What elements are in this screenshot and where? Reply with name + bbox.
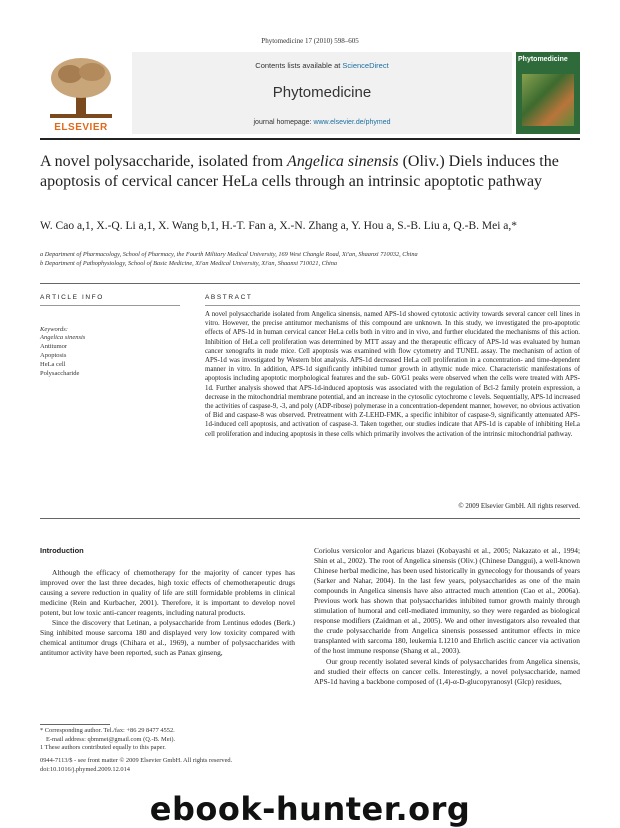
homepage-link[interactable]: www.elsevier.de/phymed <box>313 119 391 126</box>
doi-line: doi:10.1016/j.phymed.2009.12.014 <box>40 765 130 773</box>
cover-artwork <box>522 74 574 126</box>
paragraph: Our group recently isolated several kinds of polysaccharides from Angelica sinensis, and studied their effects on cancer cells. Interestingly, a novel polysaccharide, named APS-1d having a backbone composed of (1,4)-α-D-glucopyranosyl (Glcp) residues, <box>314 656 580 686</box>
article-title: A novel polysaccharide, isolated from Angelica sinensis (Oliv.) Diels induces the apoptosis of cervical cancer HeLa cells through an intrinsic apoptotic pathway <box>40 153 559 190</box>
journal-cover-image <box>516 52 580 134</box>
watermark: ebook-hunter.org <box>149 790 471 828</box>
divider <box>40 305 180 306</box>
paragraph: Since the discovery that Letinan, a polysaccharide from Lentinus edodes (Berk.) Sing inhibited mouse sarcoma 180 and displayed very low toxicity compared with chemical antitumor drugs (Chihara et al., 1969), a number of polysaccharides with antitumor activity have been reported, such as Panax ginseng, <box>40 618 295 658</box>
keyword: Polysaccharide <box>40 370 80 377</box>
cover-title: Phytomedicine <box>518 56 568 63</box>
divider <box>40 518 580 519</box>
affiliation-a: a Department of Pharmacology, School of Pharmacy, the Fourth Military Medical University, 169 West Changle Road, Xi'an, Shaanxi 710032, China <box>40 251 418 258</box>
footnote-corresponding: * Corresponding author. Tel./fax: +86 29 8477 4552. <box>40 727 175 734</box>
affiliation-b: b Department of Pathophysiology, School of Basic Medicine, Xi'an Medical University, Xi'an, Shaanxi 710021, China <box>40 260 338 267</box>
keyword: HeLa cell <box>40 361 66 368</box>
issn-line: 0944-7113/$ - see front matter © 2009 Elsevier GmbH. All rights reserved. <box>40 757 233 764</box>
author-list: W. Cao a,1, X.-Q. Li a,1, X. Wang b,1, H.-T. Fan a, X.-N. Zhang a, Y. Hou a, S.-B. Liu a, Q.-B. Mei a,* <box>40 220 517 232</box>
homepage-line <box>132 119 512 126</box>
keywords-block <box>40 326 180 378</box>
journal-reference: Phytomedicine 17 (2010) 598–605 <box>261 37 359 45</box>
intro-left-column <box>40 568 295 658</box>
intro-right-column <box>314 546 580 687</box>
keyword: Antitumor <box>40 343 68 350</box>
abstract-text: A novel polysaccharide isolated from Angelica sinensis, named APS-1d showed cytotoxic activity towards several cancer cell lines in vitro. However, the precise antitumor mechanisms of this compound are unknown. In this study, we investigated the pro-apoptotic effects of APS-1d in human cervical cancer HeLa cells both in vitro and in vivo, and further elucidated the mechanisms of this action. Inhibition of HeLa cell proliferation was determined by MTT assay and the therapeutic efficacy of APS-1d was evaluated by human cancer xenografts in nude mice. Cell apoptosis was examined with flow cytometry and TUNEL assay. The mechanism of action of APS-1d was investigated by Western blot analysis. APS-1d decreased HeLa cell proliferation in a concentration- and time-dependent manner in vitro. In addition, APS-1d significantly inhibited tumor growth in athymic nude mice. Characteristic manifestations of apoptosis including apoptotic morphological features and the sub- G0/G1 peaks were observed when the cells were treated with APS-1d. Further analysis showed that APS-1d-induced apoptosis was associated with the regulation of Bcl-2 family protein expression, a decrease in the mitochondrial membrane potential, and an increase in the cytosolic cytochrome c levels. Sequentially, APS-1d increased the activities of caspase-9, -3, and poly (ADP-ribose) polymerase in a concentration-dependent manner, however, no obvious activation of Bid and caspase-8 was observed. Pretreatment with Z-LEHD-FMK, a specific inhibitor of caspase-9, significantly attenuated APS-1d-induced cell apoptosis, and activation of caspase-3. Taken together, our studies indicate that APS-1d is capable of inhibiting HeLa cell proliferation and inducing apoptosis in these cells which primarily involves the activation of the intrinsic mitochondrial pathway. <box>205 311 580 438</box>
contents-prefix: Contents lists available at <box>255 61 343 70</box>
keyword: Angelica sinensis <box>40 334 86 341</box>
elsevier-tree-icon <box>40 56 122 120</box>
divider <box>205 305 580 306</box>
journal-banner <box>132 52 512 134</box>
abstract-heading: ABSTRACT <box>205 294 253 301</box>
introduction-heading: Introduction <box>40 546 84 555</box>
footnote-rule <box>40 724 110 725</box>
keywords-label: Keywords: <box>40 326 68 333</box>
footnote-equal-contribution: 1 These authors contributed equally to this paper. <box>40 744 166 752</box>
elsevier-logo <box>40 56 122 134</box>
keyword: Apoptosis <box>40 352 67 359</box>
elsevier-wordmark: ELSEVIER <box>54 122 108 133</box>
divider <box>40 283 580 284</box>
paragraph: Coriolus versicolor and Agaricus blazei (Kobayashi et al., 2005; Nakazato et al., 1994; Shin et al., 2002). The root of Angelica sinensis (Oliv.) (Chinese Danggui), a well-known Chinese herbal medicine, has been used historically in gynecology for thousands of years (Sarker and Nahar, 2004). In the last few years, polysaccharides as one of the main compounds in Angelica sinensis have also attracted much attention (Cao et al., 2006a). Previous work has shown that polysaccharides inhibited tumor growth mainly through stimulation of humoral and cell-mediated immunity, so they were regarded as biological response modifiers (Zaidman et al., 2005). We and other investigators also revealed that the crude polysaccharide from Angelica sinensis possessed antitumor effects in mice transplanted with sarcoma 180, leukemia L1210 and Ehrlich ascitic cancer via activation of the host immune response (Shang et al., 2003). <box>314 546 580 656</box>
paragraph: Although the efficacy of chemotherapy for the majority of cancer types has improved over the last three decades, high toxic effects of chemotherapeutic drugs causing a severe reduction in quality of life are still formidable problems in clinical medicine (Rein and Kurbacher, 2001). Therefore, it is important to develop novel potent, but low toxic anti-cancer reagents, including natural products. <box>40 568 295 618</box>
footnote-email: E-mail address: qbmmei@gmail.com (Q.-B. Mei). <box>46 735 176 743</box>
header-divider <box>40 138 580 140</box>
journal-header <box>40 52 580 134</box>
page-footer <box>40 757 340 774</box>
footnotes <box>40 727 295 753</box>
copyright-notice: © 2009 Elsevier GmbH. All rights reserved. <box>458 503 580 510</box>
journal-name: Phytomedicine <box>272 84 372 101</box>
contents-line <box>132 61 512 70</box>
homepage-prefix: journal homepage: <box>253 119 314 126</box>
article-info-heading: ARTICLE INFO <box>40 294 104 301</box>
sciencedirect-link[interactable]: ScienceDirect <box>342 61 389 70</box>
